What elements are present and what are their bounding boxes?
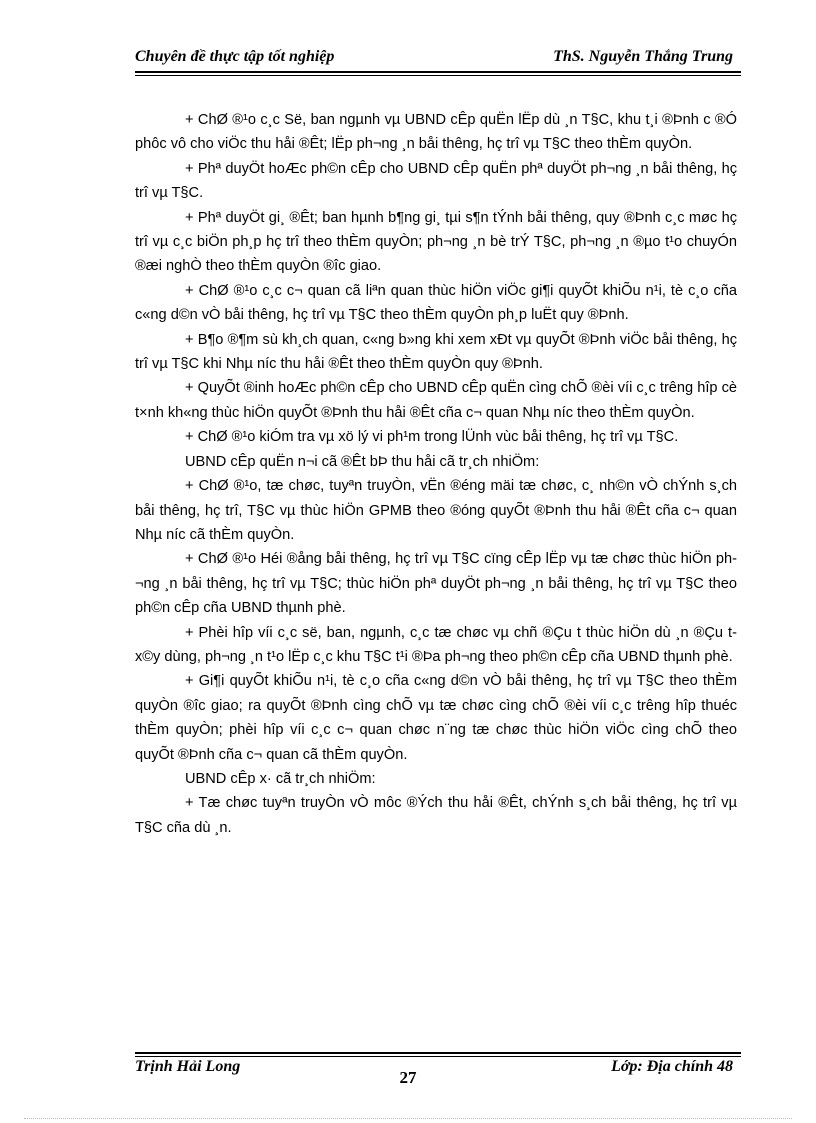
paragraph: + Tæ chøc tuyªn truyÒn vÒ môc ®Ých thu håi ®Êt, chÝnh s¸ch båi thêng, hç trî vµ T§C cña dù ¸n. xyxy=(135,795,737,836)
section-heading: UBND cÊp x· cã tr¸ch nhiÖm: xyxy=(185,770,376,787)
page-number: 27 xyxy=(399,1068,417,1087)
paragraph: + ChØ ®¹o c¸c c¬ quan cã liªn quan thùc hiÖn viÖc gi¶i quyÕt khiÕu n¹i, tè c¸o cña c«ng d©n vÒ båi thêng, hç trî vµ T§C theo thÈm quyÒn ph¸p luËt quy ®Þnh. xyxy=(135,282,737,324)
paragraph: + Phª duyÖt hoÆc ph©n cÊp cho UBND cÊp quËn phª duyÖt ph¬ng ¸n båi thêng, hç trî vµ T§C. xyxy=(135,160,737,202)
section-heading: UBND cÊp quËn n¬i cã ®Êt bÞ thu håi cã tr¸ch nhiÖm: xyxy=(185,453,540,470)
header-rule-thin xyxy=(135,75,741,76)
header-rule-thick xyxy=(135,71,741,73)
paragraph: + Gi¶i quyÕt khiÕu n¹i, tè c¸o cña c«ng d©n vÒ båi thêng, hç trî vµ T§C theo thÈm quyÒn ®îc giao; ra quyÕt ®Þnh cìng chÕ vµ tæ chøc cìng chÕ ®èi víi c¸c trêng hîp thuéc thÈm quyÒn; phèi hîp víi c¸c c¬ quan chøc n¨ng tæ chøc thùc hiÖn viÖc cìng chÕ theo quyÕt ®Þnh cña c¬ quan cã thÈm quyÒn. xyxy=(135,673,737,763)
body-text xyxy=(135,108,737,840)
paragraph: + Phèi hîp víi c¸c së, ban, ngµnh, c¸c tæ chøc vµ chñ ®Çu t thùc hiÖn dù ¸n ®Çu t x©y dùng, ph¬ng ¸n t¹o lËp c¸c khu T§C t¹i ®Þa ph¬ng theo ph©n cÊp cña UBND thµnh phè. xyxy=(135,624,737,665)
paragraph: + ChØ ®¹o, tæ chøc, tuyªn truyÒn, vËn ®éng mäi tæ chøc, c¸ nh©n vÒ chÝnh s¸ch båi thêng, hç trî, T§C vµ thùc hiÖn GPMB theo ®óng quyÕt ®Þnh thu håi ®Êt cña c¬ quan Nhµ níc cã thÈm quyÒn. xyxy=(135,478,737,543)
header-left-title: Chuyên đề thực tập tốt nghiệp xyxy=(135,48,335,65)
page-bottom-divider xyxy=(24,1118,792,1119)
paragraph: + Phª duyÖt gi¸ ®Êt; ban hµnh b¶ng gi¸ tµi s¶n tÝnh båi thêng, quy ®Þnh c¸c møc hç trî vµ c¸c biÖn ph¸p hç trî theo thÈm quyÒn; ph¬ng ¸n bè trÝ T§C, ph¬ng ¸n ®µo t¹o chuyÓn ®æi nghÒ theo thÈm quyÒn ®îc giao. xyxy=(135,209,737,275)
footer-right-class: Lớp: Địa chính 48 xyxy=(611,1058,733,1075)
paragraph: + ChØ ®¹o kiÓm tra vµ xö lý vi ph¹m trong lÜnh vùc båi thêng, hç trî vµ T§C. xyxy=(185,429,679,446)
footer-left-author: Trịnh Hải Long xyxy=(135,1058,241,1075)
footer-rule-thick xyxy=(135,1052,741,1054)
paragraph: + ChØ ®¹o c¸c Së, ban ngµnh vµ UBND cÊp quËn lËp dù ¸n T§C, khu t¸i ®Þnh c ®Ó phôc vô cho viÖc thu håi ®Êt; lËp ph¬ng ¸n båi thêng, hç trî vµ T§C theo thÈm quyÒn. xyxy=(135,112,737,153)
paragraph: + QuyÕt ®inh hoÆc ph©n cÊp cho UBND cÊp quËn cìng chÕ ®èi víi c¸c trêng hîp cè t×nh kh«ng thùc hiÖn quyÕt ®Þnh thu håi ®Êt cña c¬ quan Nhµ níc theo thÈm quyÒn. xyxy=(135,380,737,421)
paragraph: + B¶o ®¶m sù kh¸ch quan, c«ng b»ng khi xem xÐt vµ quyÕt ®Þnh viÖc båi thêng, hç trî vµ T§C khi Nhµ níc thu håi ®Êt theo thÈm quyÒn quy ®Þnh. xyxy=(135,331,737,373)
header-right-author: ThS. Nguyễn Thắng Trung xyxy=(553,48,733,65)
paragraph: + ChØ ®¹o Héi ®ång båi thêng, hç trî vµ T§C cïng cÊp lËp vµ tæ chøc thùc hiÖn ph¬ng ¸n båi thêng, hç trî vµ T§C; thùc hiÖn phª duyÖt ph¬ng ¸n båi thêng, hç trî vµ T§C theo ph©n cÊp cña UBND thµnh phè. xyxy=(135,551,737,617)
